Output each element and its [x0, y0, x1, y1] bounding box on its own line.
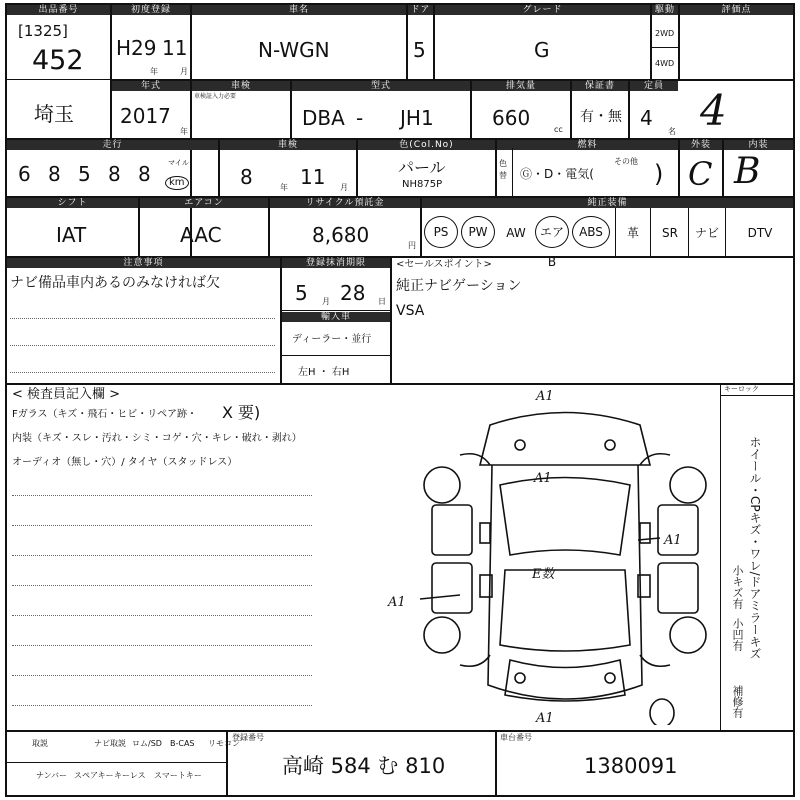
damage-mark-rear: A1: [536, 711, 554, 726]
model-prefix: DBA: [302, 106, 345, 130]
equipment-label: 純正装備: [422, 198, 793, 208]
equipment-item: 革: [626, 226, 639, 240]
inspector-line-3: オーディオ（無し・穴）/ タイヤ（スタッドレス）: [12, 457, 238, 468]
mileage-label: 走行: [7, 140, 218, 150]
inspection-label: 車検: [220, 140, 356, 150]
door-label: ドア: [408, 5, 433, 15]
equipment-item: PS: [424, 216, 458, 248]
reg-expiry-month-unit: 月: [322, 297, 330, 306]
first-reg-year-unit: 年: [150, 67, 158, 76]
sales-label: <セールスポイント>: [396, 259, 492, 270]
sales-point-1: 純正ナビゲーション: [396, 278, 522, 294]
inspector-line-2: 内装（キズ・スレ・汚れ・シミ・コゲ・穴・キレ・破れ・剥れ）: [12, 433, 302, 444]
steering-value: 左H ・ 右H: [298, 367, 350, 378]
mileage-digit: 5: [78, 162, 91, 186]
color-change-label: 色替: [499, 159, 507, 180]
equipment-item: SR: [662, 226, 678, 240]
damage-mark-left: A1: [388, 595, 406, 610]
accessory-cell: スマートキー: [154, 771, 202, 780]
reg-expiry-day-unit: 日: [378, 297, 386, 306]
accessory-cell: ナビ取説: [94, 739, 126, 748]
side-note-sub1: 小キズ有: [731, 565, 744, 609]
mileage-digit: 8: [48, 162, 61, 186]
mileage-unit-km: km: [165, 176, 189, 190]
mileage-digit: 6: [18, 162, 31, 186]
grade: G: [534, 38, 550, 62]
displacement-unit: cc: [554, 125, 563, 134]
mileage-digit: 8: [108, 162, 121, 186]
model-year: 2017: [120, 104, 171, 128]
accessory-cell: 取説: [32, 739, 48, 748]
reg-expiry-label: 登録抹消期限: [282, 258, 390, 268]
sales-point-2: VSA: [396, 303, 425, 319]
inspector-line-1-mark: X 要): [222, 403, 261, 422]
accessory-cell: ロム/SD: [132, 739, 162, 748]
equipment-item: AW: [506, 226, 526, 240]
mileage-digit: 8: [138, 162, 151, 186]
accessory-cell: B-CAS: [170, 739, 195, 748]
interior-grade: B: [734, 151, 761, 192]
color-name: パール: [398, 158, 446, 177]
damage-mark-front: A1: [536, 389, 554, 404]
accessory-cell: スペアキー: [74, 771, 114, 780]
inspector-title: < 検査員記入欄 >: [12, 387, 121, 402]
displacement-label: 排気量: [472, 81, 570, 91]
car-name: N-WGN: [258, 38, 330, 62]
recycle-label: リサイクル預託金: [270, 198, 420, 208]
accessory-cell: ナンバー: [36, 771, 68, 780]
inspector-line-1: Fガラス（キズ・飛石・ヒビ・リペア跡・: [12, 409, 198, 420]
fuel-label: 燃料: [497, 140, 678, 150]
exterior-label: 外装: [680, 140, 722, 150]
inspection-year: 8: [240, 165, 253, 189]
color-label: 色(Col.No): [358, 140, 495, 150]
import-value: ディーラー・並行: [292, 334, 372, 345]
model-dash: -: [356, 106, 364, 130]
first-reg-month-unit: 月: [180, 67, 188, 76]
fuel-close: ): [654, 160, 664, 188]
plate-label: 登録番号: [232, 733, 264, 742]
equipment-item: ナビ: [694, 226, 719, 240]
reg-expiry-day: 28: [340, 281, 366, 305]
seats-label: 定員: [630, 81, 678, 91]
first-reg-year: H29: [116, 36, 157, 60]
warranty-label: 保証書: [572, 81, 628, 91]
first-reg-label: 初度登録: [112, 5, 190, 15]
inspection-month-unit: 月: [340, 183, 348, 192]
drive-4wd: 4WD: [655, 59, 675, 68]
chassis-label: 車台番号: [500, 733, 532, 742]
shift-label: シフト: [7, 198, 138, 208]
aircon: AAC: [180, 223, 222, 247]
side-note-sub2: 小凹有: [731, 618, 744, 651]
equipment-item: ABS: [572, 216, 610, 248]
lot-no-label: 出品番号: [7, 5, 110, 15]
equipment-item: PW: [461, 216, 495, 248]
year-label: 年式: [112, 81, 190, 91]
displacement: 660: [492, 106, 531, 130]
score-label: 評価点: [680, 5, 793, 15]
mileage-unit-mile: マイル: [168, 159, 189, 167]
damage-mark-windshield: A1: [534, 471, 552, 486]
warranty-value: 有・無: [580, 109, 622, 125]
first-reg-month: 11: [162, 36, 188, 60]
model-label: 型式: [292, 81, 470, 91]
inspection-month: 11: [300, 165, 326, 189]
notes-text: ナビ備品車内あるのみなければ欠: [10, 275, 220, 291]
fuel-options: Ⓖ・D・電気(: [520, 167, 594, 181]
shift: IAT: [56, 223, 87, 247]
drive-label: 駆動: [652, 5, 678, 15]
car-diagram: [420, 395, 710, 725]
chassis-number: 1380091: [584, 754, 678, 778]
period-note: 車検証入力必要: [194, 93, 237, 100]
overall-score: 4: [700, 86, 727, 135]
car-name-label: 車名: [192, 5, 406, 15]
recycle-fee: 8,680: [312, 223, 370, 247]
interior-label: 内装: [724, 140, 793, 150]
model-code: JH1: [400, 106, 434, 130]
side-note-main: ホイール・CPキズ・ワレ/ドアミラーキズ: [748, 436, 762, 660]
equipment-item: DTV: [747, 226, 773, 240]
exterior-grade: C: [688, 155, 713, 193]
model-year-unit: 年: [180, 127, 188, 136]
color-code: NH875P: [402, 179, 443, 190]
inspection-year-unit: 年: [280, 183, 288, 192]
drive-2wd: 2WD: [655, 29, 675, 38]
equipment-item: エアB: [535, 216, 569, 248]
damage-center-note: E数: [532, 567, 555, 582]
doors: 5: [413, 38, 426, 62]
accessory-cell: キーレス: [114, 771, 146, 780]
keyless-label: キーロック: [724, 385, 759, 393]
import-label: 輸入車: [282, 312, 390, 322]
fuel-other: その他: [614, 157, 638, 166]
recycle-unit: 円: [408, 241, 416, 250]
reg-expiry-month: 5: [295, 281, 308, 305]
period-label: 車検: [192, 81, 290, 91]
lot-number: 452: [32, 45, 84, 76]
seats: 4: [640, 106, 653, 130]
grade-label: グレード: [435, 5, 650, 15]
side-note-sub3: 補修有: [731, 685, 744, 718]
accessory-cell: リモコン: [208, 739, 240, 748]
seats-unit: 名: [668, 127, 676, 136]
aircon-label: エアコン: [140, 198, 268, 208]
plate-number: 高崎 584 む 810: [282, 754, 446, 778]
region: 埼玉: [34, 102, 74, 126]
damage-mark-right: A1: [664, 533, 682, 548]
notes-label: 注意事項: [7, 258, 280, 268]
lot-prefix: [1325]: [18, 22, 68, 40]
